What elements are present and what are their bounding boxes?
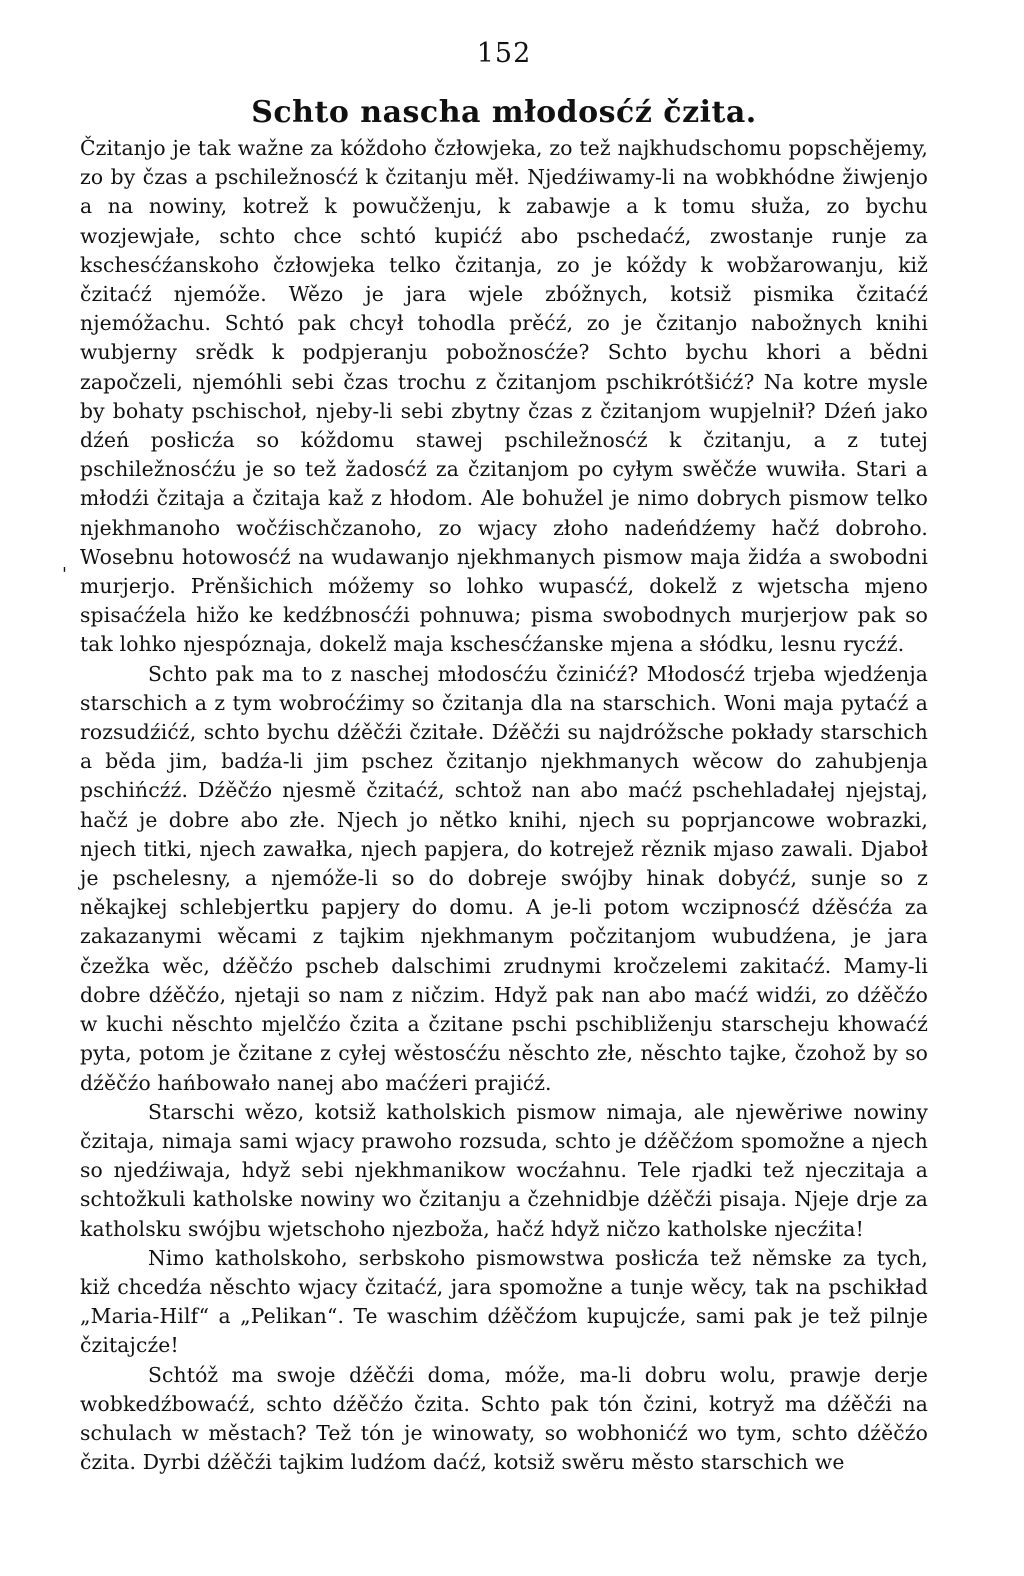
- paragraph: Schtóž ma swoje dźěčźi doma, móže, ma-li dobru wolu, prawje derje wobkedźbowaćź, schto dźěčźo čzita. Schto pak tón čzini, kotryž ma dźěčźi na schulach w městach? Tež tón je winowaty, so wobhonićź wo tym, schto dźěčźo čzita. Dyrbi dźěčźi tajkim ludźom daćź, kotsiž swěru město starschich we: [80, 1362, 928, 1475]
- paragraph: Starschi wězo, kotsiž katholskich pismow nimaja, ale njewěriwe nowiny čzitaja, nimaja sami wjacy prawoho rozsuda, schto je dźěčźom spomožne a njech so njedźiwaja, hdyž sebi njekhmanikow wocźahnu. Tele rjadki tež njeczitaja a schtožkuli katholske nowiny wo čzitanju a čzehnidbje dźěčźi pisaja. Njeje drje za katholsku swójbu wjetschoho njezboža, hačź hdyž ničzo katholske njecźita!: [80, 1099, 928, 1241]
- paragraph: Čzitanjo je tak wažne za kóždoho čzłowjeka, zo tež najkhudschomu popschějemy, zo by čzas a pschiležnosćź k čzitanju měł. Njedźiwamy-li na wobkhódne žiwjenjo a na nowiny, kotrež k powučženju, k zabawje a k tomu słuža, zo bychu wozjewjałe, schto chce schtó kupićź abo pschedaćź, zwostanje runje za kschesćźanskoho čzłowjeka telko čzitanja, zo je kóždy k wobžarowanju, kiž čzitaćź njemóže. Wězo je jara wjele zbóžnych, kotsiž pismika čzitaćź njemóžachu. Schtó pak chcył tohodla prěćź, zo je čzitanjo nabožnych knihi wubjerny srědk k podpjeranju pobožnosćźe? Schto bychu khori a bědni započzeli, njemóhli sebi čzas trochu z čzitanjom pschikrótšićź? Na kotre mysle by bohaty pschischoł, njeby-li sebi zbytny čzas z čzitanjom wupjelnił? Dźeń jako dźeń posłicźa so kóždomu stawej pschiležnosćź k čzitanju, a z tutej pschiležnosćźu je so tež žadosćź za čzitanjom po cyłym swěčźe wuwiła. Stari a młodźi čzitaja a čzitaja kaž z hłodom. Ale bohužel je nimo dobrych pismow telko njekhmanoho wočźischčzanoho, zo wjacy złoho nadeńdźemy hačź dobroho. Wosebnu hotowosćź na wudawanjo njekhmanych pismow maja židźa a swobodni murjerjo. Prěnšichich móžemy so lohko wupasćź, dokelž z wjetscha mjeno spisaćźela hižo ke kedźbnosćźi pohnuwa; pisma swobodnych murjerjow pak so tak lohko njespóznaja, dokelž maja kschesćźanske mjena a słódku, lesnu rycźź.: [80, 136, 928, 657]
- article-title: Schto nascha młodosćź čzita.: [251, 95, 757, 130]
- article-body: [80, 134, 928, 1477]
- page-number: 152: [476, 38, 532, 69]
- paragraph: Nimo katholskoho, serbskoho pismowstwa posłicźa tež němske za tych, kiž chcedźa něschto wjacy čzitaćź, jara spomožne a tunje wěcy, tak na pschikład „Maria-Hilf“ a „Pelikan“. Te waschim dźěčźom kupujcźe, sami pak je tež pilnje čzitajcźe!: [80, 1245, 928, 1358]
- paragraph: Schto pak ma to z naschej młodosćźu čzinićź? Młodosćź trjeba wjedźenja starschich a z tym wobroćźimy so čzitanja dla na starschich. Woni maja pytaćź a rozsudźićź, schto bychu dźěčźi čzitałe. Dźěčźi su najdróžsche pokłady starschich a běda jim, badźa-li jim pschez čzitanjo njekhmanych wěcow do zahubjenja pschińcźź. Dźěčźo njesmě čzitaćź, schtož nan abo maćź pschehladałej njejstaj, hačź je dobre abo złe. Njech jo nětko knihi, njech su poprjancowe wobrazki, njech titki, njech zawałka, njech papjera, do kotrejež rěznik mjaso zawali. Djaboł je pschelesny, a njemóže-li so do dobreje swójby hinak dobyćź, sunje so z někajkej schlebjertku papjery do domu. A je-li potom wczipnosćź dźěsćźa za zakazanymi wěcami z tajkim njekhmanym počzitanjom wubudźena, je jara čzežka wěc, dźěčźo pscheb dalschimi zrudnymi kročzelemi zakitaćź. Mamy-li dobre dźěčźo, njetaji so nam z ničzim. Hdyž pak nan abo maćź widźi, zo dźěčźo w kuchi něschto mjelčźo čzita a čzitane pschi pschibliženju starscheju khowaćź pyta, potom je čzitane z cyłej wěstosćźu něschto złe, něschto tajke, čzohož by so dźěčźo hańbowało nanej abo maćźeri prajićź.: [80, 661, 928, 1095]
- margin-mark: ': [62, 564, 67, 585]
